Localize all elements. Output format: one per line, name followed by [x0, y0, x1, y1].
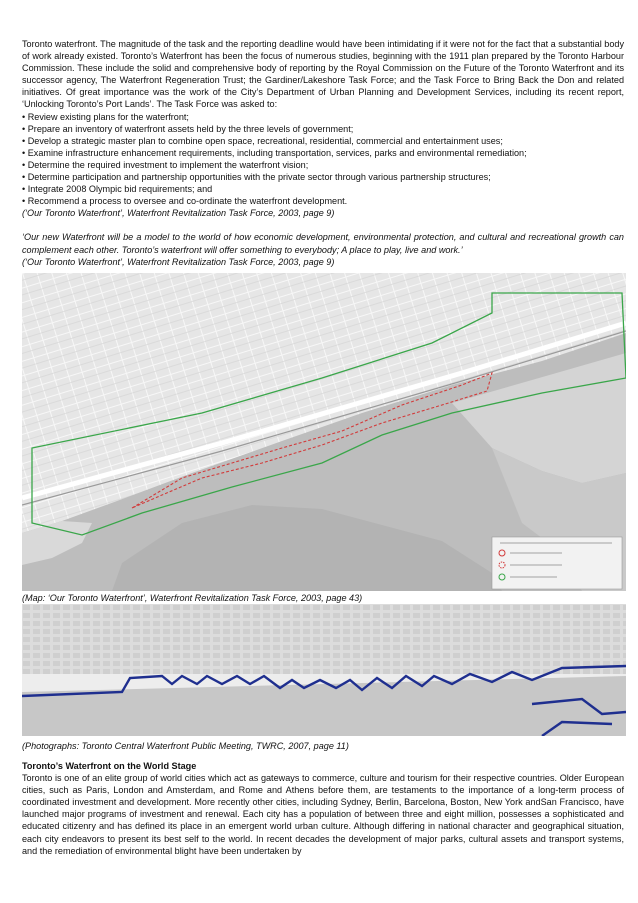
list-item: • Determine participation and partnership opportunities with the private sector through various partnership structures; [22, 171, 624, 183]
quote-citation: (‘Our Toronto Waterfront’, Waterfront Revitalization Task Force, 2003, page 9) [22, 256, 335, 267]
list-item: • Recommend a process to oversee and co-ordinate the waterfront development. [22, 195, 624, 207]
map-graphic [22, 273, 626, 591]
vision-quote: ‘Our new Waterfront will be a model to the world of how economic development, environmental protection, and cultural and recreational growth can complement each other. Toronto’s waterfront will offer something to everybody; A place to play, live and work.’ [22, 232, 624, 255]
list-item: • Determine the required investment to implement the waterfront vision; [22, 159, 624, 171]
list-item: • Integrate 2008 Olympic bid requirements; and [22, 183, 624, 195]
map-caption: (Map: ‘Our Toronto Waterfront’, Waterfront Revitalization Task Force, 2003, page 43) [22, 593, 363, 603]
waterfront-map [22, 273, 626, 591]
list-item: • Prepare an inventory of waterfront assets held by the three levels of government; [22, 123, 624, 135]
task-force-list [22, 111, 624, 208]
photo-caption: (Photographs: Toronto Central Waterfront Public Meeting, TWRC, 2007, page 11) [22, 741, 349, 751]
city-blocks [22, 604, 626, 674]
section-paragraph: Toronto is one of an elite group of world cities which act as gateways to commerce, culture and tourism for their respective countries. Older European cities, such as Paris, London and Amsterdam, and Rome and Athens before them, are testaments to the importance of a long-term process of coordinated investment and development. More recently other cities, including Sydney, Berlin, Barcelona, Boston, New York andSan Francisco, have launched major programs of investment and renewal. Each city has a population of between three and eight million, possesses a sophisticated and educated citizenry and has defined its place in an emergent world urban culture. Although differing in national character and geographical situation, each city endeavors to present its best self to the world. In recent decades the development of major parks, cultural assets and transport systems, and the remediation of environmental blight have been undertaken by [22, 773, 624, 856]
list-item: • Examine infrastructure enhancement requirements, including transportation, services, parks and environmental remediation; [22, 147, 624, 159]
intro-citation: (‘Our Toronto Waterfront’, Waterfront Revitalization Task Force, 2003, page 9) [22, 208, 335, 219]
list-item: • Review existing plans for the waterfront; [22, 111, 624, 123]
intro-paragraph: Toronto waterfront. The magnitude of the task and the reporting deadline would have been intimidating if it were not for the fact that a substantial body of work already existed. Toronto’s Waterfront has been the focus of numerous studies, beginning with the 1911 plan prepared by the Toronto Harbour Commission. These include the solid and comprehensive body of reporting by the Royal Commission on the Future of the Toronto Waterfront and its successor agency, The Waterfront Regeneration Trust; the Gardiner/Lakeshore Task Force; and the Task Force to Bring Back the Don and related initiatives. Of great importance was the work of the City’s Department of Urban Planning and Development Services, including its recent report, ‘Unlocking Toronto’s Port Lands’. The Task Force was asked to: [22, 39, 624, 110]
list-item: • Develop a strategic master plan to combine open space, recreational, residential, commercial and entertainment uses; [22, 135, 624, 147]
intro-block [22, 38, 624, 268]
section-heading: Toronto’s Waterfront on the World Stage [22, 761, 197, 771]
map-legend-box [492, 537, 622, 589]
photo-graphic [22, 604, 626, 736]
world-stage-section [22, 760, 624, 857]
waterfront-aerial-photo [22, 604, 626, 736]
